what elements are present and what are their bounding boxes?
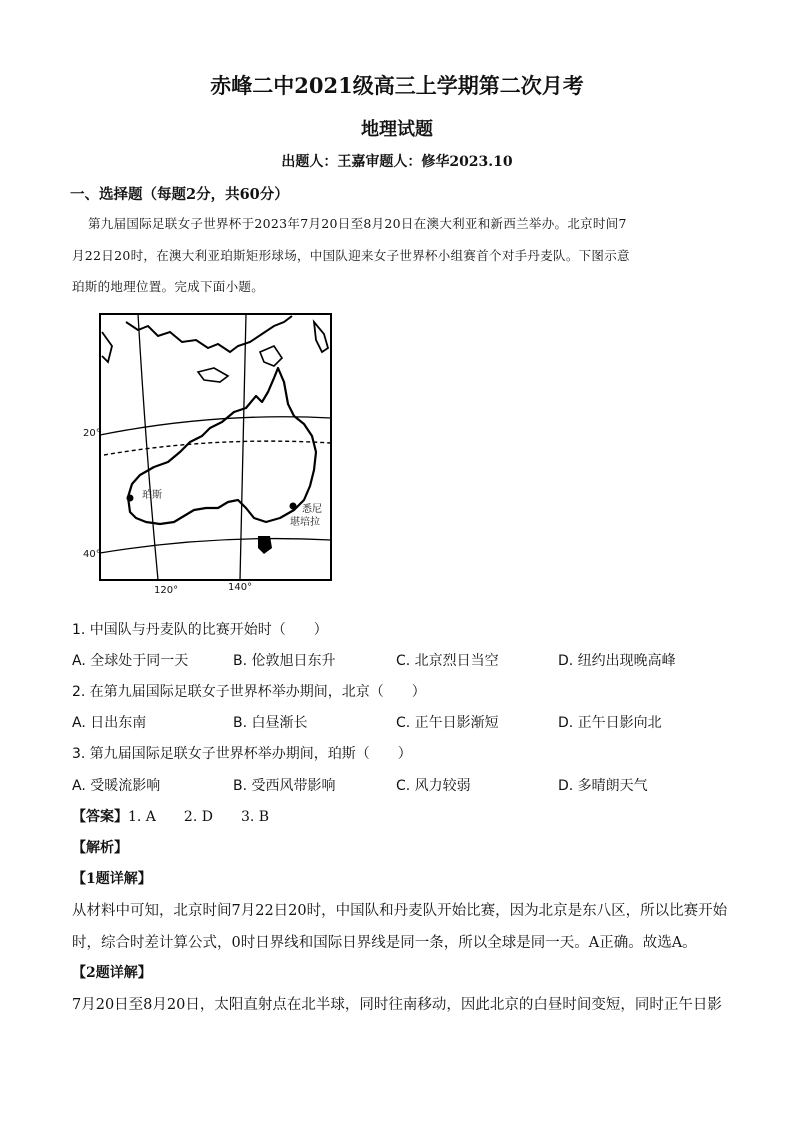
question-2-option-d: D. 正午日影向北 bbox=[558, 715, 662, 731]
question-3-option-d: D. 多晴朗天气 bbox=[558, 778, 648, 794]
perth-dot bbox=[127, 495, 134, 502]
question-3-option-b: B. 受西风带影响 bbox=[233, 778, 336, 794]
authors-line: 出题人：王嘉审题人：修华2023.10 bbox=[281, 154, 513, 170]
question-2-option-b: B. 白昼渐长 bbox=[233, 715, 308, 731]
tasmania-shape bbox=[258, 536, 272, 554]
lat-label-40: 40° bbox=[83, 549, 101, 560]
question-1-option-b: B. 伦敦旭日东升 bbox=[233, 653, 336, 669]
detail-2-label: 【2题详解】 bbox=[72, 965, 152, 981]
detail-1-line-1: 从材料中可知，北京时间7月22日20时，中国队和丹麦队开始比赛，因为北京是东八区，所以比赛开始 bbox=[72, 903, 728, 919]
page-title: 赤峰二中2021级高三上学期第二次月考 bbox=[210, 73, 584, 98]
answer-line bbox=[72, 806, 269, 826]
question-1-stem: 1. 中国队与丹麦队的比赛开始时（ ） bbox=[72, 622, 328, 638]
answer-text: 1. A 2. D 3. B bbox=[128, 809, 270, 825]
sydney-dot bbox=[290, 503, 297, 510]
question-3-option-a: A. 受暖流影响 bbox=[72, 778, 161, 794]
island-shape bbox=[260, 346, 282, 366]
page-subtitle: 地理试题 bbox=[361, 119, 433, 140]
section-heading: 一、选择题（每题2分，共60分） bbox=[70, 186, 289, 203]
material-line-2: 月22日20时，在澳大利亚珀斯矩形球场，中国队迎来女子世界杯小组赛首个对手丹麦队。下图示意 bbox=[72, 248, 630, 263]
detail-1-label: 【1题详解】 bbox=[72, 871, 152, 887]
perth-location-map bbox=[78, 312, 338, 597]
island-shape bbox=[198, 368, 228, 382]
sydney-label: 悉尼 bbox=[302, 504, 322, 515]
detail-2-line-1: 7月20日至8月20日，太阳直射点在北半球，同时往南移动，因此北京的白昼时间变短，同时正午日影 bbox=[72, 997, 722, 1013]
answer-label: 【答案】 bbox=[72, 809, 128, 825]
tropic-of-capricorn-line bbox=[104, 441, 331, 455]
question-1-option-d: D. 纽约出现晚高峰 bbox=[558, 653, 676, 669]
question-1-option-a: A. 全球处于同一天 bbox=[72, 653, 189, 669]
islands-north-outline bbox=[126, 316, 292, 352]
lon-label-140: 140° bbox=[228, 582, 253, 593]
islands-west-outline bbox=[102, 332, 112, 362]
question-2-stem: 2. 在第九届国际足联女子世界杯举办期间，北京（ ） bbox=[72, 684, 426, 700]
perth-label: 珀斯 bbox=[142, 490, 162, 501]
question-3-option-c: C. 风力较弱 bbox=[396, 778, 471, 794]
material-line-3: 珀斯的地理位置。完成下面小题。 bbox=[72, 279, 265, 294]
canberra-label: 堪培拉 bbox=[290, 517, 320, 528]
latitude-40-line bbox=[100, 539, 331, 553]
longitude-140-line bbox=[240, 314, 246, 580]
islands-east-outline bbox=[314, 322, 328, 352]
question-2-option-a: A. 日出东南 bbox=[72, 715, 147, 731]
analysis-label: 【解析】 bbox=[72, 840, 128, 856]
question-3-stem: 3. 第九届国际足联女子世界杯举办期间，珀斯（ ） bbox=[72, 746, 412, 762]
question-1-option-c: C. 北京烈日当空 bbox=[396, 653, 499, 669]
lat-label-20: 20° bbox=[83, 428, 101, 439]
material-line-1: 第九届国际足联女子世界杯于2023年7月20日至8月20日在澳大利亚和新西兰举办。北京时间7 bbox=[88, 216, 627, 231]
question-2-option-c: C. 正午日影渐短 bbox=[396, 715, 499, 731]
detail-1-line-2: 时，综合时差计算公式，0时日界线和国际日界线是同一条，所以全球是同一天。A正确。故选A。 bbox=[72, 935, 697, 951]
lon-label-120: 120° bbox=[154, 585, 179, 596]
